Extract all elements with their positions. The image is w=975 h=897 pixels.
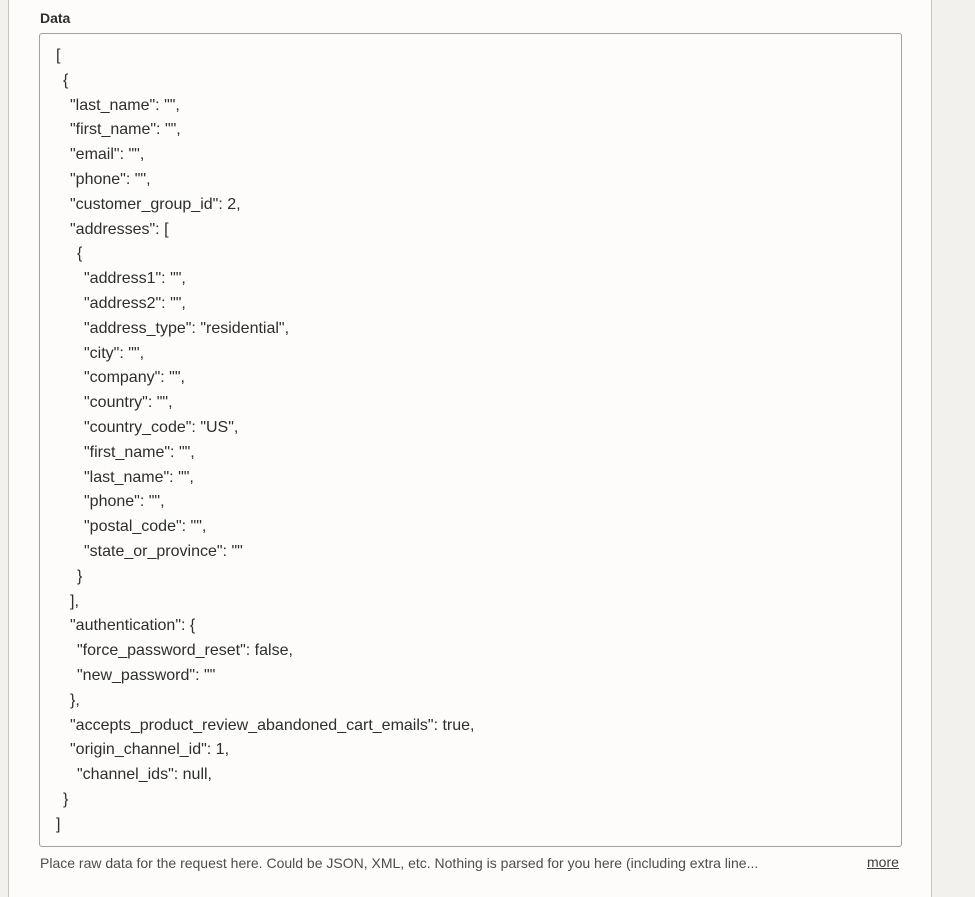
code-line: "phone": "",: [70, 171, 151, 188]
code-line: "first_name": "",: [84, 443, 195, 461]
code-line: "address1": "",: [84, 270, 186, 288]
code-line: },: [70, 691, 80, 709]
code-line: "customer_group_id": 2,: [70, 195, 241, 213]
code-line: "origin_channel_id": 1,: [70, 741, 230, 759]
code-line: "channel_ids": null,: [77, 766, 212, 784]
code-line: "first_name": "",: [70, 121, 181, 139]
code-line: {: [77, 245, 83, 263]
code-line: {: [63, 71, 69, 89]
code-line: "last_name": "",: [84, 468, 194, 486]
code-line: ]: [56, 815, 61, 833]
code-line: "accepts_product_review_abandoned_cart_emails": true,: [70, 716, 475, 734]
data-textarea[interactable]: [39, 33, 902, 847]
code-line: "addresses": [: [70, 220, 169, 238]
code-line: "company": "",: [84, 369, 185, 387]
code-line: ],: [70, 592, 79, 610]
code-line: "force_password_reset": false,: [77, 642, 293, 660]
code-line: "country_code": "US",: [84, 419, 239, 436]
code-line: "email": "",: [70, 146, 145, 164]
code-line: "address_type": "residential",: [84, 319, 290, 337]
code-line: "postal_code": "",: [84, 518, 207, 536]
request-settings-panel: [8, 0, 932, 897]
data-field-label: Data: [40, 10, 71, 26]
code-line: "new_password": "": [77, 667, 216, 684]
code-line: "authentication": {: [70, 617, 196, 635]
code-line: [: [56, 47, 61, 64]
code-line: "phone": "",: [84, 493, 165, 511]
code-line: "city": "",: [84, 344, 145, 362]
more-link[interactable]: more: [867, 854, 899, 870]
code-line: "address2": "",: [84, 295, 186, 312]
code-line: "last_name": "",: [70, 96, 180, 114]
data-field-help-text: Place raw data for the request here. Could be JSON, XML, etc. Nothing is parsed for you here (including extra line...: [40, 855, 759, 871]
code-line: }: [63, 791, 69, 808]
code-line: "state_or_province": "": [84, 543, 243, 560]
code-line: }: [77, 567, 83, 585]
code-line: "country": "",: [84, 394, 173, 412]
